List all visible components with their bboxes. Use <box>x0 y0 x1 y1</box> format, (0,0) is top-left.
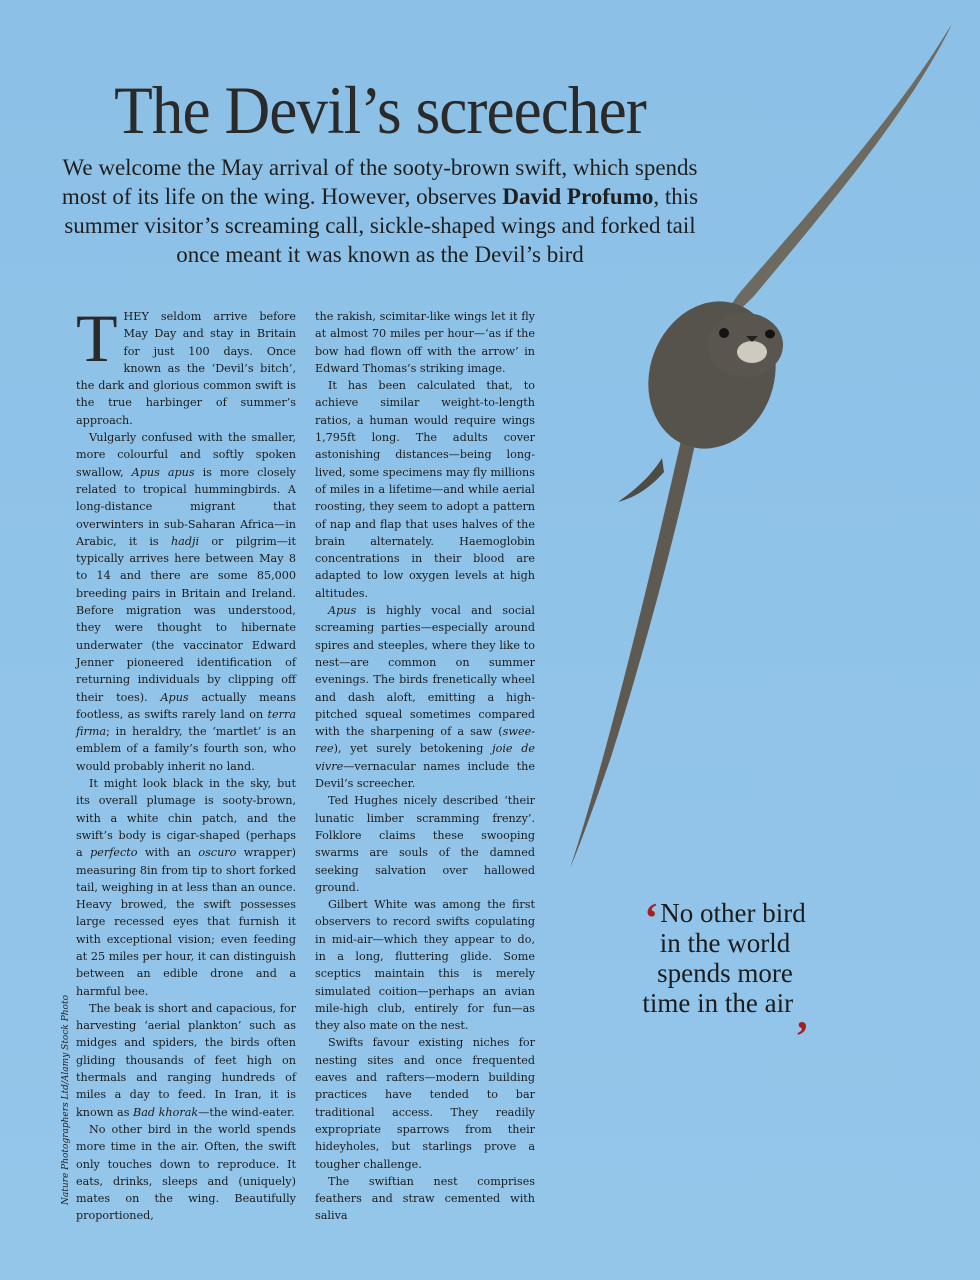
paragraph: The swiftian nest comprises feathers and straw cemented with saliva <box>315 1174 535 1223</box>
paragraph-text: HEY seldom arrive before May Day and stay in Britain for just 100 days. Once known as the ‘Devil’s bitch’, the dark and glorious common swift is the true harbinger of summer’s approach. <box>76 310 296 427</box>
article-title: The Devil’s screecher <box>114 72 646 148</box>
close-quote-icon: , <box>797 992 808 1038</box>
paragraph: the rakish, scimitar-like wings let it fly at almost 70 miles per hour—‘as if the bow had flown off with the arrow’ in Edward Thomas’s striking image. <box>315 310 535 375</box>
paragraph: It has been calculated that, to achieve similar weight-to-length ratios, a human would require wings 1,795ft long. The adults cover astonishing distances—being long-lived, some specimens may fly millions of miles in a lifetime—and while aerial roosting, they seem to adopt a pattern of nap and flap that uses halves of the brain alternately. Haemoglobin concentrations in their blood are adapted to low oxygen levels at high altitudes. <box>315 379 535 600</box>
chin-patch <box>737 341 767 363</box>
eye-left <box>719 328 729 338</box>
drop-cap: T <box>76 300 118 376</box>
standfirst-text-2: , this summer visitor’s screaming call, sickle-shaped wings and forked tail once meant it was known as the Devil’s bird <box>64 184 699 267</box>
photo-credit: Nature Photographers Ltd/Alamy Stock Photo <box>61 994 71 1205</box>
open-quote-icon: ‘ <box>644 896 659 942</box>
paragraph <box>76 300 296 429</box>
paragraph: No other bird in the world spends more time in the air. Often, the swift only touches down to reproduce. It eats, drinks, sleeps and (uniquely) mates on the wing. Beautifully proportioned, <box>76 1122 296 1223</box>
paragraph: Vulgarly confused with the smaller, more colourful and softly spoken swallow, Apus apus is more closely related to tropical hummingbirds. A long-distance migrant that overwinters in sub-Saharan Africa—in Arabic, it is hadji or pilgrim—it typically arrives here between May 8 to 14 and there are some 85,000 breeding pairs in Britain and Ireland. Before migration was understood, they were thought to hibernate underwater (the vaccinator Edward Jenner pioneered identification of returning individuals by clipping off their toes). Apus actually means footless, as swifts rarely land on terra firma; in heraldry, the ‘martlet’ is an emblem of a family’s fourth son, who would probably inherit no land. <box>76 431 296 773</box>
tail <box>618 458 664 502</box>
paragraph: Gilbert White was among the first observers to record swifts copulating in mid-air—which they appear to do, in a long, fluttering glide. Some sceptics maintain this is merely simulated coition—perhaps an avian mile-high club, entirely for fun—as they also mate on the nest. <box>315 898 535 1033</box>
author-name: David Profumo <box>502 184 654 209</box>
body-column-2 <box>315 308 535 1225</box>
standfirst <box>40 153 720 269</box>
eye-right <box>765 330 775 339</box>
upper-wing <box>729 24 952 318</box>
paragraph: Ted Hughes nicely described ‘their lunatic limber scramming frenzy’. Folklore claims these swooping swarms are souls of the damned seeking salvation over hallowed ground. <box>315 794 535 894</box>
body-column-1 <box>76 300 296 1225</box>
lower-wing <box>570 400 700 868</box>
paragraph: Swifts favour existing niches for nesting sites and once frequented eaves and rafters—modern building practices have tended to bar traditional access. They readily expropriate sparrows from their hideyholes, but starlings prove a tougher challenge. <box>315 1036 535 1171</box>
paragraph: Apus is highly vocal and social screaming parties—especially around spires and steeples, where they like to nest—are common on summer evenings. The birds frenetically wheel and dash aloft, emitting a high-pitched squeal sometimes compared with the sharpening of a saw (swee-ree), yet surely betokening joie de vivre—vernacular names include the Devil’s screecher. <box>315 604 535 791</box>
standfirst-text-1: We welcome the May arrival of the sooty-brown swift, which spends most of its life on the wing. However, observes <box>61 155 698 209</box>
pull-quote <box>640 896 810 1038</box>
bird-body <box>628 283 796 466</box>
paragraph: It might look black in the sky, but its overall plumage is sooty-brown, with a white chin patch, and the swift’s body is cigar-shaped (perhaps a perfecto with an oscuro wrapper) measuring 8in from tip to short forked tail, weighing in at less than an ounce. Heavy browed, the swift possesses large recessed eyes that furnish it with exceptional vision; even feeding at 25 miles per hour, it can distinguish between an edible drone and a harmful bee. <box>76 777 296 998</box>
pull-quote-text: No other bird in the world spends more time in the air <box>642 898 806 1018</box>
paragraph: The beak is short and capacious, for harvesting ‘aerial plankton’ such as midges and spiders, the birds often gliding thousands of feet high on thermals and ranging hundreds of miles a day to feed. In Iran, it is known as Bad khorak—the wind-eater. <box>76 1001 296 1119</box>
